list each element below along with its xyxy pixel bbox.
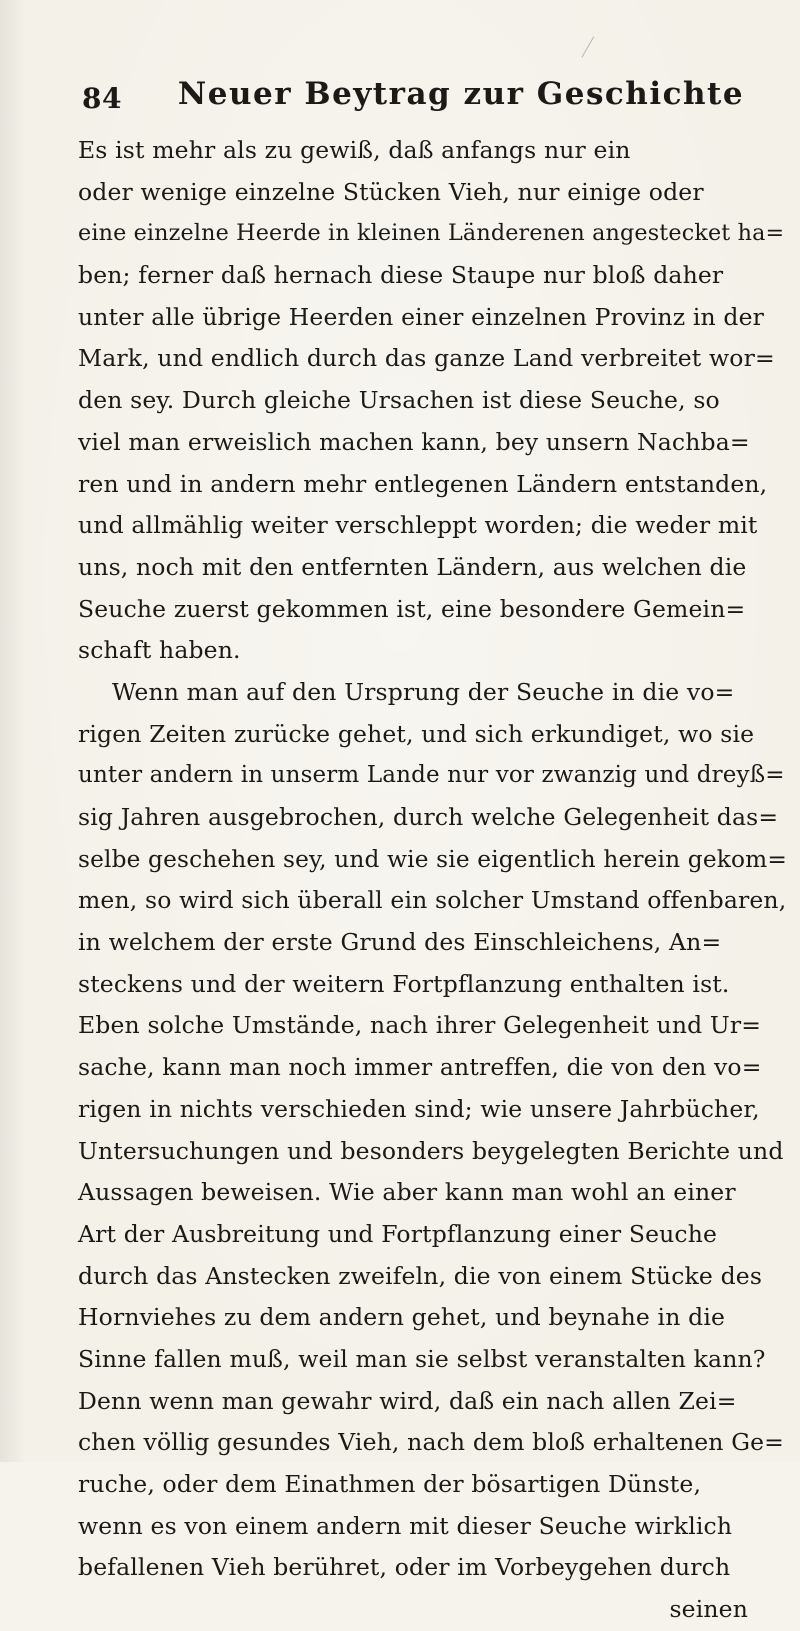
page-number: 84 — [82, 82, 122, 115]
text-line: Denn wenn man gewahr wird, daß ein nach allen Zei= — [78, 1386, 737, 1415]
text-line: rigen in nichts verschieden sind; wie unsere Jahrbücher, — [78, 1094, 760, 1123]
catchword: seinen — [669, 1595, 748, 1624]
text-line: Aussagen beweisen. Wie aber kann man wohl an einer — [78, 1178, 736, 1207]
text-line: selbe geschehen sey, und wie sie eigentlich herein gekom= — [78, 845, 787, 873]
text-line: viel man erweislich machen kann, bey unsern Nachba= — [78, 427, 750, 456]
text-line: sig Jahren ausgebrochen, durch welche Gelegenheit das= — [78, 803, 779, 831]
text-line: schaft haben. — [78, 636, 241, 665]
body-text — [78, 130, 790, 1631]
text-line: Art der Ausbreitung und Fortpflanzung einer Seuche — [78, 1219, 718, 1248]
text-line: Untersuchungen und besonders beygelegten Berichte und — [78, 1136, 784, 1165]
text-line: chen völlig gesundes Vieh, nach dem bloß erhaltenen Ge= — [78, 1428, 785, 1457]
text-line: ren und in andern mehr entlegenen Ländern entstanden, — [78, 469, 768, 498]
page-header — [82, 76, 782, 122]
text-line: rigen Zeiten zurücke gehet, und sich erkundiget, wo sie — [78, 719, 755, 748]
text-line: Hornviehes zu dem andern gehet, und beynahe in die — [78, 1303, 726, 1332]
text-line: wenn es von einem andern mit dieser Seuche wirklich — [78, 1511, 733, 1540]
text-line: Seuche zuerst gekommen ist, eine besondere Gemein= — [78, 594, 746, 623]
text-line: Mark, und endlich durch das ganze Land verbreitet wor= — [78, 344, 775, 373]
text-line: befallenen Vieh berühret, oder im Vorbeygehen durch — [78, 1553, 731, 1582]
text-line: unter alle übrige Heerden einer einzelnen Provinz in der — [78, 302, 765, 331]
text-line: sache, kann man noch immer antreffen, die von den vo= — [78, 1053, 762, 1082]
text-line: ruche, oder dem Einathmen der bösartigen Dünste, — [78, 1470, 702, 1498]
text-line: oder wenige einzelne Stücken Vieh, nur einige oder — [78, 177, 704, 206]
text-line: den sey. Durch gleiche Ursachen ist diese Seuche, so — [78, 386, 720, 415]
text-line: men, so wird sich überall ein solcher Umstand offenbaren, — [78, 886, 787, 915]
text-line: Sinne fallen muß, weil man sie selbst veranstalten kann? — [78, 1344, 766, 1373]
text-line: unter andern in unserm Lande nur vor zwanzig und dreyß= — [78, 762, 785, 789]
text-line: Es ist mehr als zu gewiß, daß anfangs nur ein — [78, 136, 631, 164]
text-line: Eben solche Umstände, nach ihrer Gelegenheit und Ur= — [78, 1011, 762, 1040]
text-line: und allmählig weiter verschleppt worden; die weder mit — [78, 511, 758, 540]
ink-mark — [581, 36, 611, 67]
running-head: Neuer Beytrag zur Geschichte — [177, 76, 745, 112]
text-line: ben; ferner daß hernach diese Staupe nur bloß daher — [78, 261, 724, 290]
page-edge-shadow — [0, 0, 26, 1462]
text-line: in welchem der erste Grund des Einschleichens, An= — [78, 928, 722, 957]
text-line: steckens und der weitern Fortpflanzung enthalten ist. — [78, 969, 730, 998]
text-line: eine einzelne Heerde in kleinen Länderenen angestecket ha= — [78, 220, 785, 247]
paragraph-first-line: Wenn man auf den Ursprung der Seuche in die vo= — [112, 677, 735, 706]
text-line: uns, noch mit den entfernten Ländern, aus welchen die — [78, 552, 747, 581]
text-line: durch das Anstecken zweifeln, die von einem Stücke des — [78, 1261, 763, 1290]
